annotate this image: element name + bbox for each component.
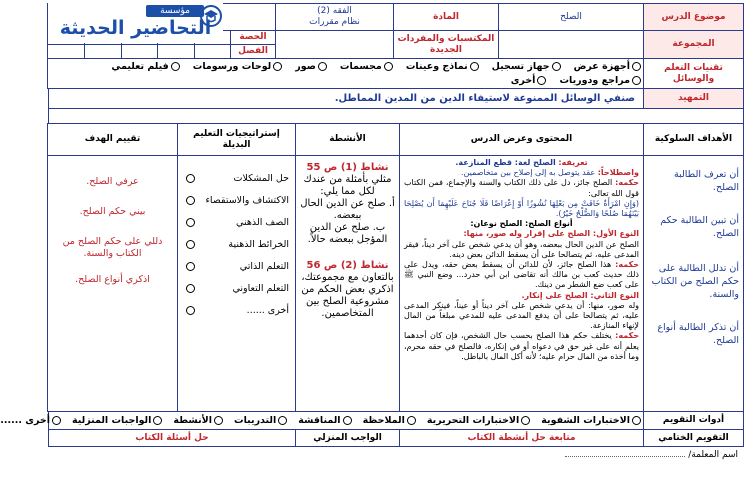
evaluation-option[interactable]: الاختبارات التحريرية — [427, 415, 530, 426]
strategy-option[interactable]: التعلم الذاتي — [184, 261, 289, 272]
teacher-name-field[interactable] — [565, 456, 685, 457]
evaluation-options — [0, 412, 644, 430]
class-cell[interactable] — [85, 45, 122, 59]
strategy-option[interactable]: الصف الذهني — [184, 217, 289, 228]
radio-icon — [153, 416, 162, 425]
radio-icon — [343, 416, 352, 425]
strategies-cell — [178, 156, 296, 412]
strategy-option[interactable]: الخرائط الذهنية — [184, 239, 289, 250]
final-task: متابعة حل أنشطة الكتاب — [400, 430, 644, 447]
main-table — [47, 123, 744, 412]
tech-row-2 — [50, 74, 641, 88]
group-label: المجموعة — [644, 31, 744, 59]
radio-icon — [521, 416, 530, 425]
radio-icon — [52, 416, 61, 425]
evaluation-label: أدوات التقويم — [644, 412, 744, 430]
class-cell[interactable] — [48, 45, 85, 59]
logo — [48, 3, 223, 43]
tech-row-1 — [50, 60, 641, 74]
evaluation-table — [0, 411, 744, 430]
evaluation-option[interactable]: المناقشة — [298, 415, 351, 426]
radio-icon — [470, 62, 479, 71]
radio-icon — [273, 62, 282, 71]
content-body: تعريفه: الصلح لغة: قطع المنازعة. واصطلاحاً: عقد يتوصل به إلى إصلاح بين متخاصمين. حكمه: الصلح جائز، دل على ذلك الكتاب والسنة والإجماع، فمن الكتاب قول الله تعالى: (وَإِنِ امْرَأَةٌ خَافَتْ مِن بَعْلِهَا نُشُوزًا أَوْ إِعْرَاضًا فَلَا جُنَاحَ عَلَيْهِمَا أَن يُصْلِحَا بَيْنَهُمَا صُلْحًا وَالصُّلْحُ خَيْرٌ). أنواع الصلح: الصلح نوعان: النوع الأول: الصلح على إقرار وله صور، منها: الصلح عن الدين الحال ببعضه، وهو أن يدعي شخص على آخر ديناً، فيقر المدعى عليه، ثم يتصالحا على أن يسقط الدائن بعض دينه. حكمه: هذا الصلح جائز، لأن للدائن أن يسقط بعض حقه، ويدل على ذلك حديث كعب بن مالك أنه تقاضى ابن أبي حدرد... وضع النبي ﷺ على كعب ضع الشطر من دينك. النوع الثاني: الصلح على إنكار. وله صور، منها: أن يدعي شخص على آخر ديناً أو عيناً، فينكر المدعى عليه، ثم يتصالحا على أن يدفع المدعى عليه للمدعي مبلغاً من المال لإنهاء المنازعة. حكمه: يختلف حكم هذا الصلح بحسب حال الشخص، فإن كان أحدهما يعلم أنه على غير حق في دعواه أو في إنكاره، فالصلح في حقه محرم، وما أخذه من المال حرام عليه؛ لأنه أكل المال بالباطل. — [404, 158, 640, 361]
final-table — [48, 429, 744, 447]
radio-icon — [171, 62, 180, 71]
class-cell[interactable] — [158, 45, 195, 59]
radio-icon — [407, 416, 416, 425]
strategy-option[interactable]: أخرى ...... — [184, 305, 289, 316]
radio-icon — [186, 306, 195, 315]
class-label: الفصل — [231, 45, 276, 59]
radio-icon — [186, 284, 195, 293]
subject-value: الفقه (2) نظام مقررات — [276, 4, 394, 31]
col-assessment: تقييم الهدف — [48, 124, 178, 156]
class-cell[interactable] — [121, 45, 158, 59]
tech-label: تقنيات التعلم والوسائل — [644, 59, 744, 89]
evaluation-option[interactable]: أخرى ...... — [0, 415, 61, 426]
radio-icon — [186, 196, 195, 205]
col-objectives: الأهداف السلوكية — [644, 124, 744, 156]
strategy-option[interactable]: التعلم التعاوني — [184, 283, 289, 294]
tech-option[interactable]: فيلم تعليمي — [111, 60, 179, 74]
radio-icon — [552, 62, 561, 71]
radio-icon — [632, 416, 641, 425]
radio-icon — [186, 240, 195, 249]
vocab-label: المكتسبات والمفردات الجديدة — [394, 31, 499, 59]
logo-title: التحاضير الحديثة — [59, 17, 212, 39]
activities-cell — [296, 156, 400, 412]
radio-icon — [214, 416, 223, 425]
teacher-label: اسم المعلمة/ — [688, 450, 738, 460]
vocab-value[interactable] — [276, 31, 394, 59]
activity-1-item: أ. صلح عن الدين الحال ببعضه. — [300, 198, 395, 221]
content-cell — [400, 156, 644, 412]
assessment-item: اذكري أنواع الصلح. — [75, 274, 150, 285]
intro-table — [48, 88, 744, 109]
col-content: المحتوى وعرض الدرس — [400, 124, 644, 156]
tech-option[interactable]: جهاز تسجيل — [492, 60, 561, 74]
assessment-cell — [48, 156, 178, 412]
homework-text: حل أسئلة الكتاب — [49, 430, 296, 447]
strategy-option[interactable]: حل المشكلات — [184, 173, 289, 184]
intro-label: التمهيد — [644, 89, 744, 109]
assessment-item: بيني حكم الصلح. — [79, 206, 146, 217]
tech-option[interactable]: نماذج وعينات — [406, 60, 479, 74]
radio-icon — [632, 62, 641, 71]
objective-item: أن تبين الطالبة حكم الصلح. — [660, 215, 739, 239]
activity-1-item: ب. صلح عن الدين المؤجل ببعضه حالاً. — [307, 222, 388, 245]
assessment-item: دللي على حكم الصلح من الكتاب والسنة. — [62, 236, 163, 259]
strategy-option[interactable]: الاكتشاف والاستقصاء — [184, 195, 289, 206]
objective-item: أن تذكر الطالبة أنواع الصلح. — [657, 322, 739, 346]
final-label: التقويم الختامي — [644, 430, 744, 447]
tech-option[interactable]: صور — [295, 60, 327, 74]
evaluation-option[interactable]: التدريبات — [234, 415, 287, 426]
activity-1-text: مثلي بأمثلة من عندك لكل مما يلي: — [303, 174, 392, 197]
radio-icon — [318, 62, 327, 71]
assessment-item: عرفي الصلح. — [86, 176, 139, 187]
topic-value: الصلح — [499, 4, 644, 31]
objective-item: أن تعرف الطالبة الصلح. — [673, 169, 739, 193]
activity-2-title: نشاط (2) ص 56 — [306, 260, 389, 271]
spacer-row — [48, 108, 744, 124]
evaluation-option[interactable]: الأنشطة — [173, 415, 223, 426]
radio-icon — [278, 416, 287, 425]
evaluation-option[interactable]: الواجبات المنزلية — [72, 415, 162, 426]
col-strategies: إستراتيجيات التعليم البديلة — [178, 124, 296, 156]
objectives-cell — [644, 156, 744, 412]
tech-option[interactable]: أجهزة عرض — [574, 60, 641, 74]
radio-icon — [186, 262, 195, 271]
activity-1-title: نشاط (1) ص 55 — [306, 162, 389, 173]
objective-item: أن تدلل الطالبة على حكم الصلح من الكتاب والسنة. — [651, 263, 739, 300]
tech-option[interactable]: لوحات ورسومات — [193, 60, 282, 74]
homework-label: الواجب المنزلي — [296, 430, 400, 447]
tech-option[interactable]: مجسمات — [340, 60, 393, 74]
tech-option[interactable]: مراجع ودوريات — [559, 74, 641, 88]
logo-subtitle: مؤسسة — [146, 5, 204, 17]
activity-2-text: بالتعاون مع مجموعتك، اذكري بعض الحكم من مشروعية الصلح بين المتخاصمين. — [301, 272, 394, 319]
period-label: الحصة — [231, 31, 276, 45]
intro-text: صنفي الوسائل الممنوعة لاستيفاء الدين من المدين المماطل. — [49, 89, 644, 109]
radio-icon — [186, 218, 195, 227]
lesson-plan — [0, 3, 744, 497]
radio-icon — [186, 174, 195, 183]
class-cell[interactable] — [194, 45, 231, 59]
group-value[interactable] — [499, 31, 644, 59]
radio-icon — [384, 62, 393, 71]
evaluation-option[interactable]: الاختبارات الشفوية — [541, 415, 641, 426]
topic-label: موضوع الدرس — [644, 4, 744, 31]
teacher-name — [48, 447, 744, 460]
col-activities: الأنشطة — [296, 124, 400, 156]
radio-icon — [537, 76, 546, 85]
radio-icon — [632, 76, 641, 85]
tech-option[interactable]: أخرى — [511, 74, 547, 88]
subject-label: المادة — [394, 4, 499, 31]
evaluation-option[interactable]: الملاحظة — [363, 415, 416, 426]
